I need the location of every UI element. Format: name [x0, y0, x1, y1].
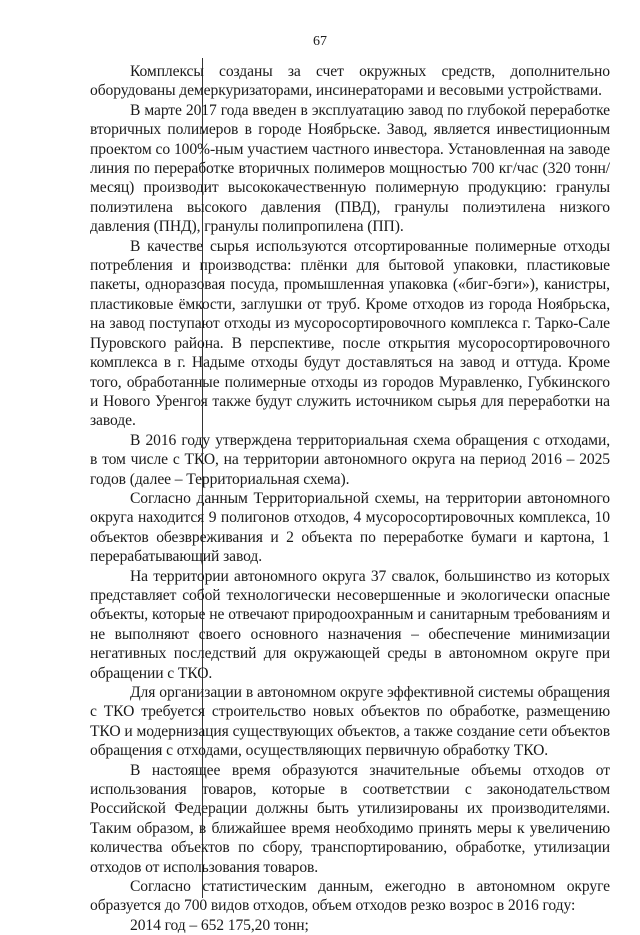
paragraph: Для организации в автономном округе эффективной системы обращения с ТКО требуется строительство новых объектов по обработке, размещению ТКО и модернизация существующих объектов, а также создание сети объектов обращения с отходами, осуществляющих первичную обработку ТКО. [90, 684, 610, 760]
page-number: 67 [313, 34, 327, 49]
paragraph: В марте 2017 года введен в эксплуатацию завод по глубокой переработке вторичных полимеров в городе Ноябрьске. Завод, является инвестиционным проектом со 100%-ным участием частного инвестора. Установленная на заводе линия по переработке вторичных полимеров мощностью 700 кг/час (320 тонн/месяц) производит высококачественную полимерную продукцию: гранулы полиэтилена высокого давления (ПВД), гранулы полиэтилена низкого давления (ПНД), гранулы полипропилена (ПП). [90, 101, 610, 236]
paragraph: Комплексы созданы за счет окружных средств, дополнительно оборудованы демеркуризаторами, инсинераторами и весовыми устройствами. [90, 63, 610, 100]
document-body [90, 62, 610, 935]
paragraph: В настоящее время образуются значительные объемы отходов от использования товаров, которые в соответствии с законодательством Российской Федерации должны быть утилизированы их производителями. Таким образом, в ближайшее время необходимо принять меры к увеличению количества объектов по сбору, транспортированию, обработке, утилизации отходов от использования товаров. [90, 761, 610, 876]
paragraph: В качестве сырья используются отсортированные полимерные отходы потребления и производства: плёнки для бытовой упаковки, пластиковые пакеты, одноразовая посуда, промышленная упаковка («биг-бэги»), канистры, пластиковые ёмкости, заглушки от труб. Кроме отходов из города Ноябрьска, на завод поступают отходы из мусоросортировочного комплекса г. Тарко-Сале Пуровского района. В перспективе, после открытия мусоросортировочного комплекса в г. Надыме отходы будут доставляться на завод и оттуда. Кроме того, обработанные полимерные отходы из городов Муравленко, Губкинского и Нового Уренгоя также будут служить источником сырья для переработки на заводе. [90, 237, 610, 430]
paragraph: Согласно данным Территориальной схемы, на территории автономного округа находится 9 полигонов отходов, 4 мусоросортировочных комплекса, 10 объектов обезвреживания и 2 объекта по переработке бумаги и картона, 1 перерабатывающий завод. [90, 489, 610, 566]
paragraph: В 2016 году утверждена территориальная схема обращения с отходами, в том числе с ТКО, на территории автономного округа на период 2016 – 2025 годов (далее – Территориальная схема). [90, 431, 610, 488]
paragraph: Согласно статистическим данным, ежегодно в автономном округе образуется до 700 видов отходов, объем отходов резко возрос в 2016 году: [90, 878, 610, 915]
paragraph: 2014 год – 652 175,20 тонн; [130, 916, 309, 934]
paragraph: На территории автономного округа 37 свалок, большинство из которых представляет собой технологически несовершенные и экологически опасные объекты, которые не отвечают природоохранным и санитарным требованиям и не выполняют своего основного назначения – обеспечение минимизации негативных последствий для окружающей среды в автономном округе при обращении с ТКО. [90, 567, 610, 682]
